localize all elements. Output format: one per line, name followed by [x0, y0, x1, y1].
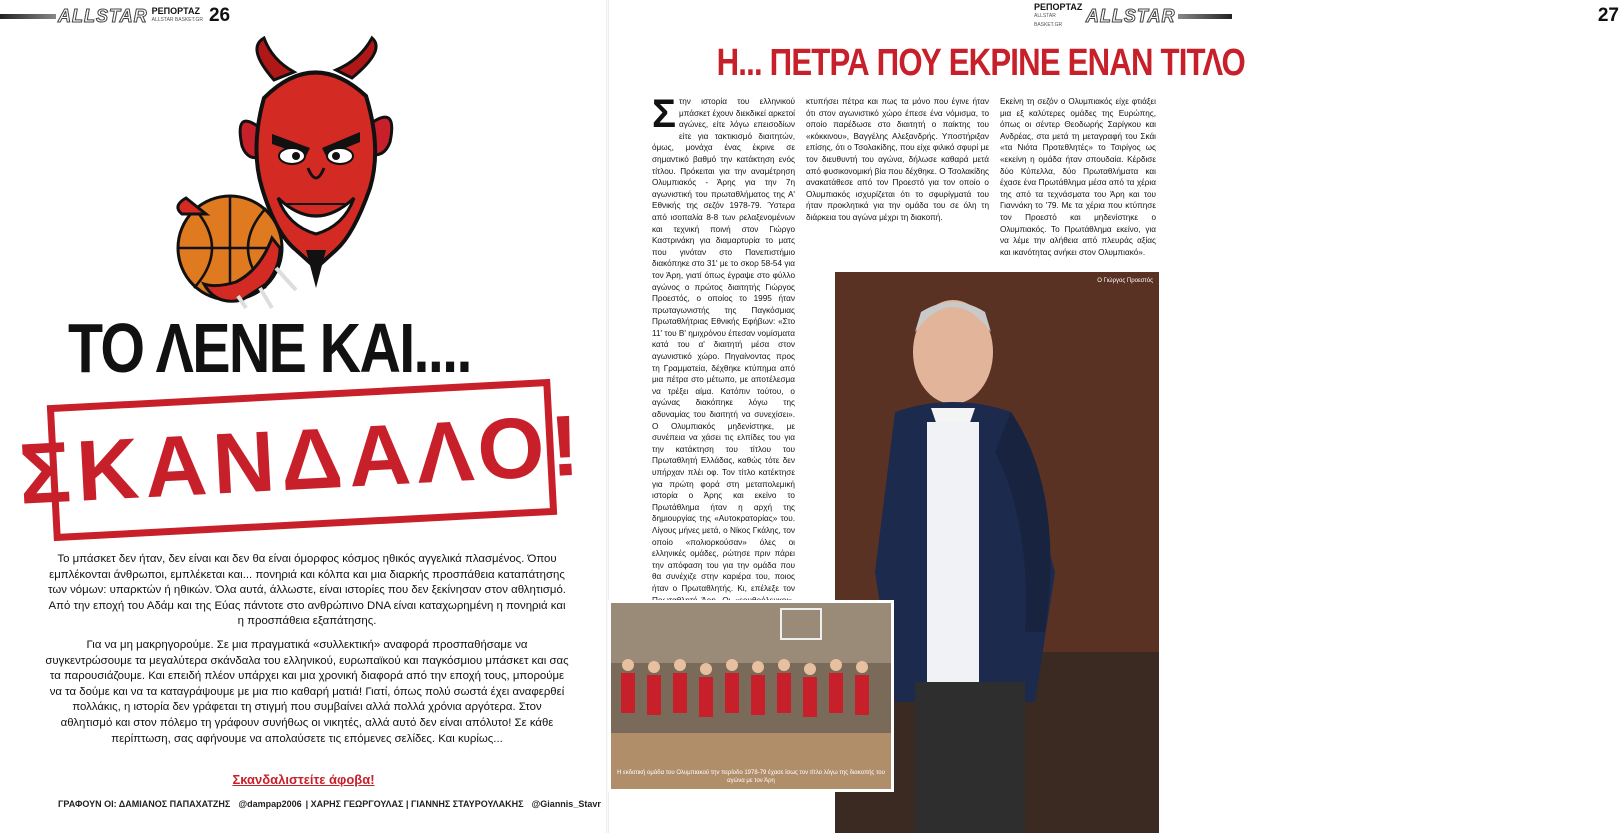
feature-title: ΤΟ ΛΕΝΕ ΚΑΙ.... [68, 309, 471, 387]
page-number: 26 [208, 5, 231, 26]
credits-more-authors: | ΧΑΡΗΣ ΓΕΩΡΓΟΥΛΑΣ | ΓΙΑΝΝΗΣ ΣΤΑΥΡΟΥΛΑΚΗΣ [305, 799, 524, 809]
magazine-logo: ALLSTAR [1085, 5, 1176, 26]
header-rule [1178, 14, 1232, 19]
devil-mascot-illustration [176, 38, 438, 308]
article-headline: Η... ΠΕΤΡΑ ΠΟΥ ΕΚΡΙΝΕ ΕΝΑΝ ΤΙΤΛΟ [716, 42, 1245, 84]
right-page [608, 0, 1619, 833]
intro-text [45, 552, 569, 755]
coach-caption: Ο Γιώργος Προεστός [1097, 278, 1153, 284]
article-column-3 [1000, 96, 1156, 259]
section-label [1034, 3, 1084, 30]
team-photo [608, 600, 894, 792]
article-column-2 [806, 96, 989, 259]
credits-authors: ΓΡΑΦΟΥΝ ΟΙ: ΔΑΜΙΑΝΟΣ ΠΑΠΑΧΑΤΖΗΣ [58, 799, 231, 809]
call-to-action: Σκανδαλιστείτε άφοβα! [232, 772, 375, 787]
column-1-text: την ιστορία του ελληνικού μπάσκετ έχουν διεκδικεί αρκετοί αγώνες, είτε λόγω επεισοδίων είτε για τακτικισμό διαιτητών, όμως, μονάχα ένας έκρινε σε σημαντικό βαθμό την κατάκτηση ενός τίτλου. Πρόκειται για την αναμέτρηση Ολυμπιακός - Άρης για την 7η αγωνιστική του πρωταθλήματος της Α' Εθνικής της σεζόν 1978-79. Ύστερα από ισοπαλία 8-8 των ρελαξενομένων και τεχνική ποινή στον Γιώργο Καστρινάκη για διαμαρτυρία το ματς που γινόταν στο Πανεπιστήμιο διακόπηκε στο 31' με το σκορ 58-54 για τον Άρη, γιατί όπως έγραψε στο φύλλο αγώνος ο πρώτος διαιτητής Γιώργος Προεστός, ο οποίος το 1995 ήταν πρωταγωνιστής της Παγκόσμιας Πρωταθλήτριας Εθνικής Εφήβων: «Στο 11' του Β' ημιχρόνου έπεσαν νομίσματα κατά του α' διαιτητή μέσα στον αγωνιστικό χώρο. Πηγαίνοντας προς τη Γραμματεία, δέχθηκε κτύπημα από μια πέτρα στο μέτωπο, με αποτέλεσμα να τρέξει αίμα. Κατόπιν τούτου, ο αγώνας διακόπηκε λόγω της αδυναμίας του διαιτητή να συνεχίσει». Ο Ολυμπιακός μηδενίστηκε, με συνέπεια να χάσει τις ελπίδες του για την κατάκτηση του τίτλου του Πρωταθλητή Ελλάδας, καθώς τότε δεν υπήρχαν πλέι οφ. Τον τίτλο κατέκτησε για πρώτη φορά στη μεταπολεμική ιστορία ο Άρης και εκείνο το Πρωτάθλημα ήταν η αρχή της δημιουργίας της «Αυτοκρατορίας» του. Λίγους μήνες μετά, ο Νίκος Γκάλης, τον οποίο «πολιορκούσαν» όλες οι ελληνικές ομάδες, ρώτησε πριν πάρει την απόφαση του για την ομάδα που θα συνέχιζε στην καριέρα του, ποιος ήταν ο Πρωταθλητής. Κι, επέλεξε τον [652, 97, 795, 593]
left-header [0, 4, 230, 28]
article-column-1 [652, 92, 795, 600]
intro-paragraph-2: Για να μη μακρηγορούμε. Σε μια πραγματικά «συλλεκτική» αναφορά προσπαθήσαμε να συγκεντρώσουμε τα μεγαλύτερα σκάνδαλα του ελληνικού, ευρωπαϊκού και παγκόσμιου μπάσκετ και σας τα παρουσιάζουμε. Και επειδή πλέον υπάρχει και μια χρονική διαφορά από την εποχή τους, μπορούμε να τα δούμε και να τα καταγράψουμε με μια πιο καθαρή ματιά! Γιατί, όπως πολύ σωστά έχει αναφερθεί πολλάκις, η ιστορία δεν γράφεται τη στιγμή που συμβαίνει αλλά πολλά χρόνια αργότερα. Στον αθλητισμό και στον πόλεμο τη γράφουν συνήθως οι νικητές, αλλά αυτό δεν είναι απόλυτο! Σε κάθε περίπτωση, σας αφήνουμε να απολαύσετε τις επόμενες σελίδες. Και κυρίως... [45, 638, 569, 745]
magazine-logo: ALLSTAR [58, 5, 148, 26]
author-credits [58, 799, 601, 809]
left-page [0, 0, 607, 833]
section-name: ΡΕΠΟΡΤΑΖ [1034, 1, 1083, 12]
page-number: 27 [1597, 5, 1619, 26]
intro-paragraph-1: Το μπάσκετ δεν ήταν, δεν είναι και δεν θα είναι όμορφος κόσμος ηθικός αγγελικά πλασμένος. Όπου εμπλέκονται άνθρωποι, εμπλέκεται και... πονηριά και κόλπα και μια διαρκής προσπάθεια καταπάτησης των νόμων: υπαρκτών ή ηθικών. Όλα αυτά, άλλωστε, είναι ιστορίες που δεν ξεκίνησαν στον αθλητισμό. Από την εποχή του Αδάμ και της Εύας πάντοτε στο ανθρώπινο DNA είναι καταχωρημένη η πονηριά και η προσπάθεια εξαπάτησης. [48, 553, 566, 628]
team-figures [611, 603, 891, 789]
section-sub: ALLSTAR BASKET.GR [1034, 12, 1063, 28]
stamp-word: ΣΚΑΝΔΑΛΟ! [16, 396, 588, 523]
right-header-brand [1034, 1, 1232, 28]
credits-handle-1[interactable]: @dampap2006 [238, 799, 302, 809]
section-label [152, 7, 203, 25]
section-name: ΡΕΠΟΡΤΑΖ [151, 6, 200, 16]
credits-handle-2[interactable]: @Giannis_Stavr [531, 799, 601, 809]
column-3-text: Εκείνη τη σεζόν ο Ολυμπιακός είχε φτιάξει μια εξ καλύτερες ομάδες της Ευρώπης, όπως οι σέντερ Θεοδωρής Σαρίγκου και Ανδρέας, στα μετά τη μεταγραφή του Σκάι «τα Νιότα Προτεθλητές» το Τσιρίγος ως «εκείνη η ομάδα ήταν σπουδαία. Κέρδισε δύο Κύπελλα, δύο Πρωταθλήματα και έχασε ένα Πρωτάθλημα μέσα από τα χέρια της από τα τεχνάσματα του Άρη και του Γιαννάκη το '79. Με τα χέρια που κτύπησε τον Προεστό και μηδενίστηκε ο Ολυμπιακός. Το Πρωτάθλημα εκείνο, για να λέμε την αλήθεια από πλευράς αξίας και ικανότητας ανήκει στον Ολυμπιακό». [1000, 97, 1156, 257]
team-caption: Η εκδοτική ομάδα του Ολυμπιακού την περίοδο 1978-79 έχασε ίσως τον τίτλο λόγω της διακοπής του αγώνα με τον Άρη [617, 770, 885, 784]
drop-cap: Σ [652, 92, 677, 136]
header-rule [0, 14, 56, 19]
scandal-stamp [16, 379, 588, 541]
section-sub: ALLSTAR BASKET.GR [151, 17, 203, 23]
column-2-text: κτυπήσει πέτρα και πως τα μόνο που έγινε ήταν ότι στον αγωνιστικό χώρο έπεσε ένα νόμισμα, το οποίο παρέδωσε στο διαιτητή ο παίκτης του «κόκκινου», Βαγγέλης Αλεξανδρής. Υποστήριξαν επίσης, ότι ο Τσολακίδης, που είχε φιλικό σφυρί με τον διευθυντή του αγώνα, δήλωσε καθαρά μετά από φυσικονομική βία που δέχθηκε. Ο Τσολακίδης ανακατάθεσε από τον Προεστό για τον οποίο ο Ολυμπιακός ισχυρίζεται ότι το σφυρίγματά του ήταν προκλητικά για την ομάδα του σε όλη τη διάρκεια του αγώνα μέχρι τη διακοπή. [806, 97, 989, 222]
